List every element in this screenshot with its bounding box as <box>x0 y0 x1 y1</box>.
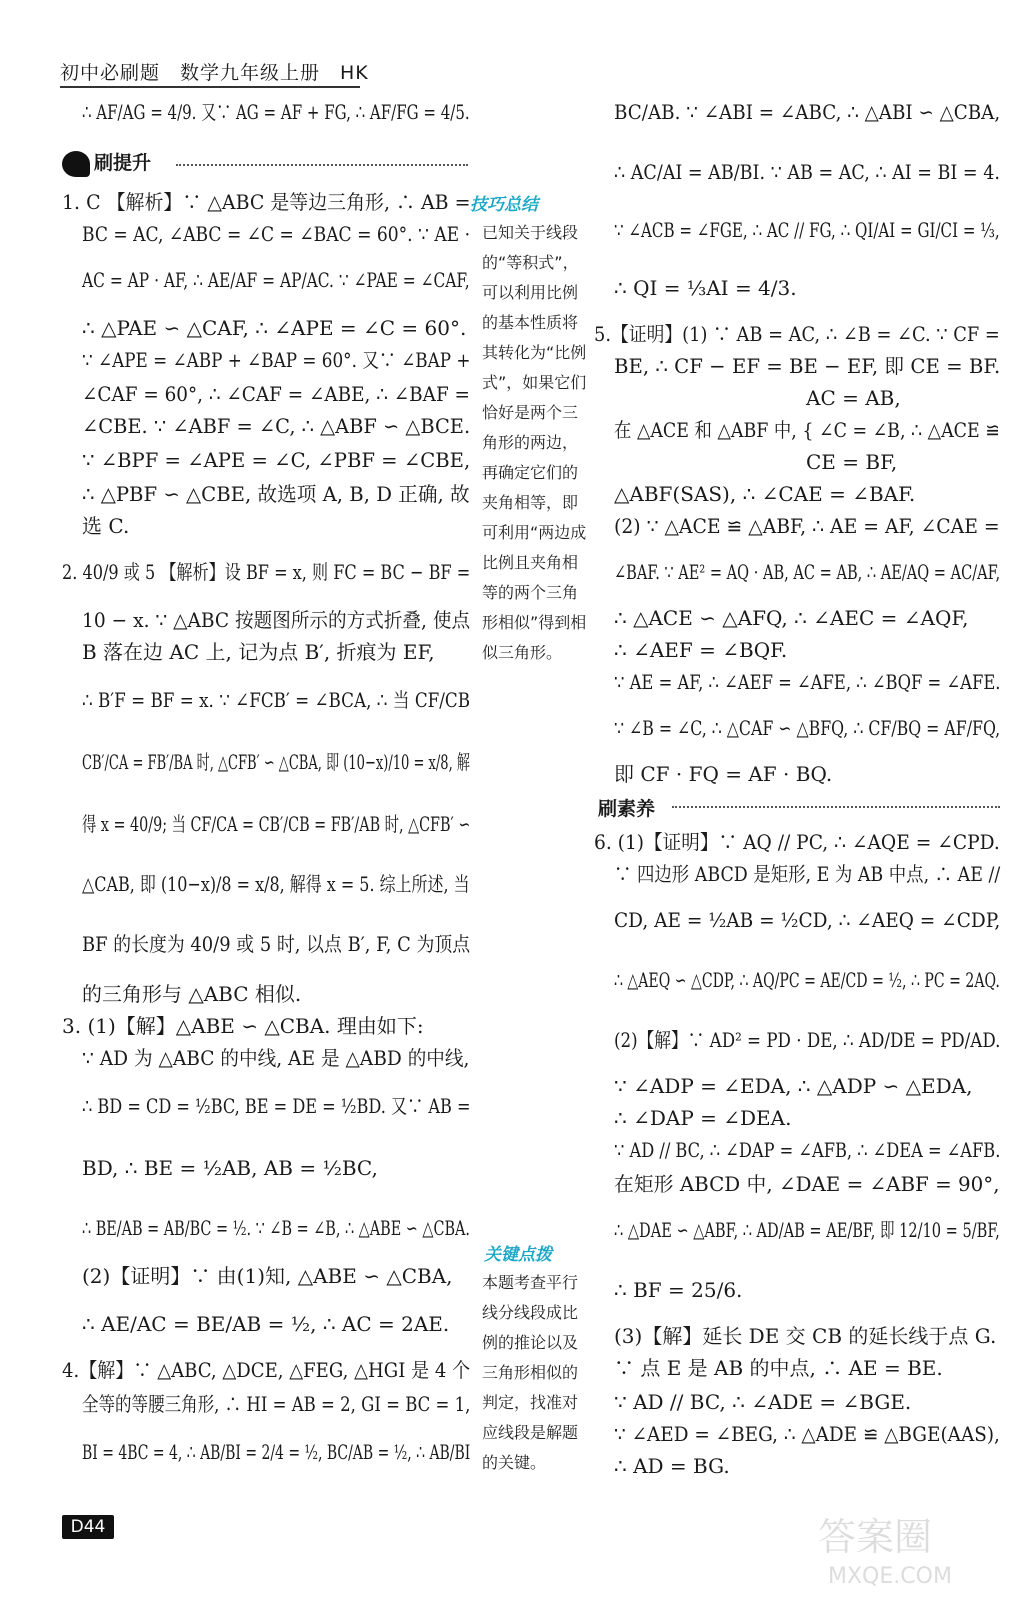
answer-line-left: ∴ △PBF ∽ △CBE, 故选项 A, B, D 正确, 故 <box>82 482 470 506</box>
answer-line-right: ∠BAF. ∵ AE² = AQ · AB, AC = AB, ∴ AE/AQ = AC/AF, <box>614 560 1001 584</box>
answer-line-left: ∠CAF = 60°, ∴ ∠CAF = ∠ABE, ∴ ∠BAF = <box>82 382 470 406</box>
section-divider <box>176 164 468 166</box>
side-note-tip: 已知关于线段的“等积式”，可以利用比例的基本性质将其转化为“比例式”，如果它们恰好是两个三角形的两边，再确定它们的夹角相等，即可利用“两边成比例且夹角相等的两个三角形相似”得到相似三角形。 <box>482 223 587 662</box>
answer-line-left: ∵ AD 为 △ABC 的中线, AE 是 △ABD 的中线, <box>82 1046 470 1070</box>
section-tag-literacy: 刷素养 <box>598 798 656 820</box>
answer-line-left: 全等的等腰三角形, ∴ HI = AB = 2, GI = BC = 1, <box>82 1392 471 1416</box>
answer-line-right: (2)【解】∵ AD² = PD · DE, ∴ AD/DE = PD/AD. <box>614 1028 1001 1052</box>
answer-line-right: ∴ △DAE ∽ △ABF, ∴ AD/AB = AE/BF, 即 12/10 = 5/BF, <box>614 1218 1000 1242</box>
answer-line-left: BI = 4BC = 4, ∴ AB/BI = 2/4 = ½, BC/AB = ½, ∴ AB/BI <box>82 1440 471 1464</box>
pen-icon <box>62 151 90 177</box>
answer-line-left: ∴ BE/AB = AB/BC = ½. ∵ ∠B = ∠B, ∴ △ABE ∽ △CBA. <box>82 1216 470 1240</box>
answer-line-right: ∵ 点 E 是 AB 的中点, ∴ AE = BE. <box>614 1356 943 1380</box>
header: 初中必刷题 数学九年级上册 HK <box>60 62 369 84</box>
side-note-key-title: 关键点拨 <box>484 1245 552 1265</box>
answer-line-right: ∴ AD = BG. <box>614 1454 730 1478</box>
answer-line-left: △CAB, 即 (10−x)/8 = x/8, 解得 x = 5. 综上所述, 当 <box>82 872 470 896</box>
answer-line-right: 5.【证明】(1) ∵ AB = AC, ∴ ∠B = ∠C. ∵ CF = <box>594 322 1000 346</box>
answer-line-right: ∵ ∠B = ∠C, ∴ △CAF ∽ △BFQ, ∴ CF/BQ = AF/FQ, <box>614 716 1001 740</box>
section2-divider <box>672 806 1000 808</box>
answer-line-right: 即 CF · FQ = AF · BQ. <box>614 762 833 786</box>
answer-line-left: ∴ AE/AC = BE/AB = ½, ∴ AC = 2AE. <box>82 1312 450 1336</box>
answer-line-right: (2) ∵ △ACE ≌ △ABF, ∴ AE = AF, ∠CAE = <box>614 514 1000 538</box>
answer-line-right: ∵ ∠ADP = ∠EDA, ∴ △ADP ∽ △EDA, <box>614 1074 973 1098</box>
page-number: D44 <box>62 1515 114 1539</box>
section-tag-refresh-up <box>62 148 172 176</box>
answer-line-right: ∵ AE = AF, ∴ ∠AEF = ∠AFE, ∴ ∠BQF = ∠AFE. <box>614 670 1001 694</box>
answer-line-left: BD, ∴ BE = ½AB, AB = ½BC, <box>82 1156 378 1180</box>
answer-line-left: 2. 40/9 或 5 【解析】设 BF = x, 则 FC = BC − BF = <box>62 560 471 584</box>
answer-line-right: ∴ △ACE ∽ △AFQ, ∴ ∠AEC = ∠AQF, <box>614 606 969 630</box>
answer-line-right: ∵ AD // BC, ∴ ∠ADE = ∠BGE. <box>614 1390 912 1414</box>
answer-line-left: AC = AP · AF, ∴ AE/AF = AP/AC. ∵ ∠PAE = ∠CAF, <box>82 268 470 292</box>
svg-text:答案圈: 答案圈 <box>818 1515 933 1559</box>
answer-line-right: BE, ∴ CF − EF = BE − EF, 即 CE = BF. <box>614 354 1001 378</box>
answer-line-right: ∵ ∠ACB = ∠FGE, ∴ AC // FG, ∴ QI/AI = GI/CI = ⅓, <box>614 218 1000 242</box>
answer-line-left: BF 的长度为 40/9 或 5 时, 以点 B′, F, C 为顶点 <box>82 932 471 956</box>
answer-line-right: ∴ QI = ⅓AI = 4/3. <box>614 276 797 300</box>
side-note-tip-title: 技巧总结 <box>470 195 538 215</box>
answer-line-right: ∴ AC/AI = AB/BI. ∵ AB = AC, ∴ AI = BI = 4. <box>614 160 1000 184</box>
answer-line-left: ∴ B′F = BF = x. ∵ ∠FCB′ = ∠BCA, ∴ 当 CF/CB <box>82 688 471 712</box>
answer-line-left: 10 − x. ∵ △ABC 按题图所示的方式折叠, 使点 <box>82 608 471 632</box>
header-underline <box>60 86 360 88</box>
answer-line-left: ∴ △PAE ∽ △CAF, ∴ ∠APE = ∠C = 60°. <box>82 316 467 340</box>
answer-line-left: (2)【证明】∵ 由(1)知, △ABE ∽ △CBA, <box>82 1264 453 1288</box>
answer-line-left: ∵ ∠APE = ∠ABP + ∠BAP = 60°. 又∵ ∠BAP + <box>82 348 471 372</box>
answer-line-left: 3. (1)【解】△ABE ∽ △CBA. 理由如下: <box>62 1014 424 1038</box>
answer-line-left: CB′/CA = FB′/BA 时, △CFB′ ∽ △CBA, 即 (10−x)/10 = x/8, 解 <box>82 750 470 774</box>
answer-line-right: (3)【解】延长 DE 交 CB 的延长线于点 G. <box>614 1324 997 1348</box>
answer-line-right: ∵ AD // BC, ∴ ∠DAP = ∠AFB, ∴ ∠DEA = ∠AFB. <box>614 1138 1001 1162</box>
answer-line-right: 6. (1)【证明】∵ AQ // PC, ∴ ∠AQE = ∠CPD. <box>594 830 1000 854</box>
answer-line-right: ∴ BF = 25/6. <box>614 1278 743 1302</box>
answer-line-right: BC/AB. ∵ ∠ABI = ∠ABC, ∴ △ABI ∽ △CBA, <box>614 100 1001 124</box>
watermark-logo <box>808 1505 1008 1590</box>
answer-line-right: CE = BF, <box>806 450 898 474</box>
svg-text:MXQE.COM: MXQE.COM <box>828 1564 952 1589</box>
answer-line-left: ∴ AF/AG = 4/9. 又∵ AG = AF + FG, ∴ AF/FG = 4/5. <box>82 100 470 124</box>
answer-line-right: ∴ △AEQ ∽ △CDP, ∴ AQ/PC = AE/CD = ½, ∴ PC = 2AQ. <box>614 968 1000 992</box>
answer-line-left: 得 x = 40/9; 当 CF/CA = CB′/CB = FB′/AB 时, △CFB′ ∽ <box>82 812 471 836</box>
answer-line-right: ∴ ∠DAP = ∠DEA. <box>614 1106 792 1130</box>
answer-line-left: 选 C. <box>82 514 130 538</box>
answer-line-left: B 落在边 AC 上, 记为点 B′, 折痕为 EF, <box>82 640 435 664</box>
answer-line-left: BC = AC, ∠ABC = ∠C = ∠BAC = 60°. ∵ AE · <box>82 222 471 246</box>
answer-line-right: △ABF(SAS), ∴ ∠CAE = ∠BAF. <box>614 482 916 506</box>
answer-line-left: 的三角形与 △ABC 相似. <box>82 982 302 1006</box>
side-note-key: 本题考查平行线分线段成比例的推论以及三角形相似的判定，找准对应线段是解题的关键。 <box>482 1273 579 1472</box>
answer-line-left: ∠CBE. ∵ ∠ABF = ∠C, ∴ △ABF ∽ △BCE. <box>82 414 471 438</box>
answer-line-right: CD, AE = ½AB = ½CD, ∴ ∠AEQ = ∠CDP, <box>614 908 1001 932</box>
answer-line-right: 在矩形 ABCD 中, ∠DAE = ∠ABF = 90°, <box>614 1172 1000 1196</box>
answer-line-left: 1. C 【解析】∵ △ABC 是等边三角形, ∴ AB = <box>62 190 471 214</box>
answer-line-right: ∵ ∠AED = ∠BEG, ∴ △ADE ≌ △BGE(AAS), <box>614 1422 1000 1446</box>
answer-line-right: ∴ ∠AEF = ∠BQF. <box>614 638 788 662</box>
answer-line-left: ∴ BD = CD = ½BC, BE = DE = ½BD. 又∵ AB = <box>82 1094 471 1118</box>
answer-line-right: AC = AB, <box>806 386 901 410</box>
answer-line-left: 4.【解】∵ △ABC, △DCE, △FEG, △HGI 是 4 个 <box>62 1358 471 1382</box>
section-tag-label: 刷提升 <box>94 152 152 174</box>
answer-line-right: 在 △ACE 和 △ABF 中, { ∠C = ∠B, ∴ △ACE ≌ <box>614 418 1000 442</box>
answer-line-left: ∵ ∠BPF = ∠APE = ∠C, ∠PBF = ∠CBE, <box>82 448 471 472</box>
answer-line-right: ∵ 四边形 ABCD 是矩形, E 为 AB 中点, ∴ AE // <box>614 862 1001 886</box>
